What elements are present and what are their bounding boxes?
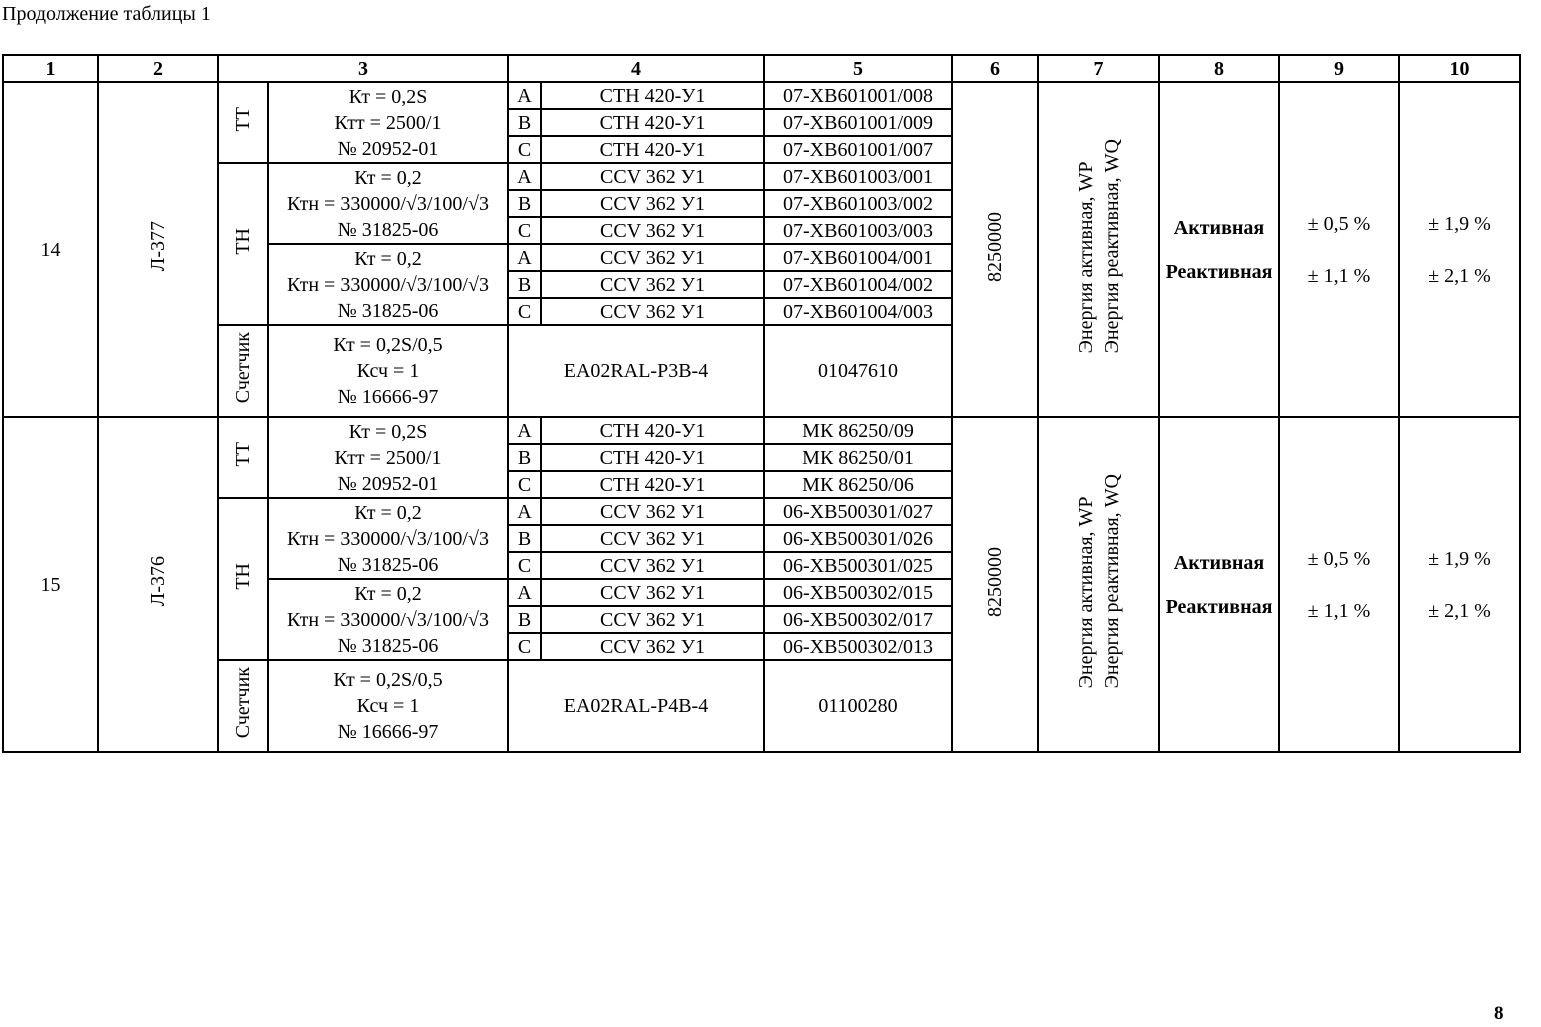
tt-label <box>218 82 268 163</box>
tn-label <box>218 498 268 660</box>
header-row <box>3 55 1520 82</box>
meter-label-text: Счетчик <box>232 667 254 739</box>
row-number: 14 <box>3 82 98 417</box>
tn2-phase: C <box>508 633 541 660</box>
tn2-registry-number: № 31825-06 <box>337 634 439 657</box>
tn1-phase: A <box>508 498 541 525</box>
tt-type: СТН 420-У1 <box>541 444 764 471</box>
meter-registry-number: № 16666-97 <box>337 721 439 743</box>
meter-registry-number: № 16666-97 <box>337 386 439 408</box>
tn1-registry-number: № 31825-06 <box>337 553 439 576</box>
tn2-serial: 07-XB601004/002 <box>764 271 952 298</box>
tn2-ratio: Ктн = 330000/√3/100/√3 <box>287 608 489 631</box>
tt-ratio: Ктт = 2500/1 <box>334 111 442 134</box>
table-row <box>3 417 1520 444</box>
header-cell-2: 2 <box>98 55 218 82</box>
tn2-ratio: Ктн = 330000/√3/100/√3 <box>287 273 489 296</box>
tt-type: СТН 420-У1 <box>541 471 764 498</box>
tn1-registry-number: № 31825-06 <box>337 218 439 241</box>
category-reactive: Реактивная <box>1165 260 1273 283</box>
tt-phase: A <box>508 82 541 109</box>
tn1-ratio: Ктн = 330000/√3/100/√3 <box>287 192 489 215</box>
tn1-serial: 07-XB601003/003 <box>764 217 952 244</box>
tn2-serial: 06-XB500302/015 <box>764 579 952 606</box>
header-cell-8: 8 <box>1159 55 1279 82</box>
tt-label-text: ТТ <box>232 442 254 467</box>
meter-serial: 01047610 <box>764 325 952 417</box>
energy-category <box>1159 417 1279 752</box>
meter-label-text: Счетчик <box>232 332 254 404</box>
transformation-coefficient <box>952 82 1038 417</box>
tn2-serial: 07-XB601004/001 <box>764 244 952 271</box>
energy-reactive-label: Энергия реактивная, WQ <box>1100 139 1123 354</box>
tt-label <box>218 417 268 498</box>
tn2-type: CCV 362 У1 <box>541 633 764 660</box>
energy-active-label: Энергия активная, WP <box>1074 161 1097 354</box>
tn1-type: CCV 362 У1 <box>541 217 764 244</box>
meter-type: EA02RAL-P4B-4 <box>508 660 764 752</box>
tn2-serial: 06-XB500302/017 <box>764 606 952 633</box>
tt-serial: МК 86250/01 <box>764 444 952 471</box>
tn1-phase: B <box>508 190 541 217</box>
tt-type: СТН 420-У1 <box>541 136 764 163</box>
category-reactive: Реактивная <box>1165 595 1273 618</box>
tn1-params <box>268 163 508 244</box>
accuracy-column-9 <box>1279 82 1399 417</box>
tn1-ratio: Ктн = 330000/√3/100/√3 <box>287 527 489 550</box>
meter-constant: Ксч = 1 <box>356 695 420 717</box>
header-cell-7: 7 <box>1038 55 1159 82</box>
tn1-accuracy-class: Кт = 0,2 <box>354 166 422 189</box>
tn1-serial: 06-XB500301/026 <box>764 525 952 552</box>
energy-active-label: Энергия активная, WP <box>1074 496 1097 689</box>
coefficient-value: 8250000 <box>984 546 1006 617</box>
table-caption: Продолжение таблицы 1 <box>2 3 211 25</box>
tt-phase: C <box>508 136 541 163</box>
category-active: Активная <box>1173 216 1265 239</box>
meter-accuracy-class: Кт = 0,2S/0,5 <box>333 334 443 356</box>
accuracy-9-reactive: ± 1,1 % <box>1307 599 1371 622</box>
tn1-serial: 06-XB500301/025 <box>764 552 952 579</box>
tn2-registry-number: № 31825-06 <box>337 299 439 322</box>
header-cell-1: 1 <box>3 55 98 82</box>
line-name-label: Л-376 <box>147 556 169 607</box>
meter-label <box>218 660 268 752</box>
tn1-serial: 07-XB601003/002 <box>764 190 952 217</box>
tn1-serial: 06-XB500301/027 <box>764 498 952 525</box>
tn2-type: CCV 362 У1 <box>541 579 764 606</box>
tt-phase: B <box>508 109 541 136</box>
tt-serial: 07-XB601001/009 <box>764 109 952 136</box>
accuracy-column-10 <box>1399 82 1520 417</box>
tt-registry-number: № 20952-01 <box>337 137 439 160</box>
line-name <box>98 82 218 417</box>
tt-type: СТН 420-У1 <box>541 109 764 136</box>
page-number: 8 <box>1494 1003 1504 1024</box>
tt-params <box>268 82 508 163</box>
tn1-type: CCV 362 У1 <box>541 163 764 190</box>
tn2-type: CCV 362 У1 <box>541 606 764 633</box>
tt-type: СТН 420-У1 <box>541 417 764 444</box>
table-row <box>3 82 1520 109</box>
tt-serial: МК 86250/09 <box>764 417 952 444</box>
tn1-phase: C <box>508 217 541 244</box>
accuracy-10-active: ± 1,9 % <box>1428 547 1491 570</box>
transformation-coefficient <box>952 417 1038 752</box>
tt-accuracy-class: Кт = 0,2S <box>348 85 428 108</box>
tn-label-text: ТН <box>232 227 254 255</box>
accuracy-10-reactive: ± 2,1 % <box>1428 264 1491 287</box>
tn2-phase: B <box>508 271 541 298</box>
tt-serial: 07-XB601001/008 <box>764 82 952 109</box>
tt-accuracy-class: Кт = 0,2S <box>348 420 428 443</box>
accuracy-column-10 <box>1399 417 1520 752</box>
tn1-params <box>268 498 508 579</box>
tn2-serial: 07-XB601004/003 <box>764 298 952 325</box>
header-cell-10: 10 <box>1399 55 1520 82</box>
header-cell-6: 6 <box>952 55 1038 82</box>
tt-type: СТН 420-У1 <box>541 82 764 109</box>
accuracy-10-active: ± 1,9 % <box>1428 212 1491 235</box>
tn2-accuracy-class: Кт = 0,2 <box>354 582 422 605</box>
tt-serial: МК 86250/06 <box>764 471 952 498</box>
tn1-phase: C <box>508 552 541 579</box>
tn1-type: CCV 362 У1 <box>541 190 764 217</box>
tn-label <box>218 163 268 325</box>
tn2-type: CCV 362 У1 <box>541 298 764 325</box>
tn1-phase: B <box>508 525 541 552</box>
accuracy-9-active: ± 0,5 % <box>1307 547 1371 570</box>
tn2-phase: A <box>508 244 541 271</box>
header-cell-5: 5 <box>764 55 952 82</box>
energy-reactive-label: Энергия реактивная, WQ <box>1100 474 1123 689</box>
tn1-type: CCV 362 У1 <box>541 552 764 579</box>
tt-phase: C <box>508 471 541 498</box>
line-name-label: Л-377 <box>147 221 169 272</box>
tt-ratio: Ктт = 2500/1 <box>334 446 442 469</box>
line-name <box>98 417 218 752</box>
header-cell-4: 4 <box>508 55 764 82</box>
meter-constant: Ксч = 1 <box>356 360 420 382</box>
energy-category <box>1159 82 1279 417</box>
meter-params <box>268 325 508 417</box>
tt-params <box>268 417 508 498</box>
tn2-phase: B <box>508 606 541 633</box>
tt-phase: B <box>508 444 541 471</box>
energy-type <box>1038 417 1159 752</box>
tt-serial: 07-XB601001/007 <box>764 136 952 163</box>
measurement-table <box>2 54 1521 753</box>
tn1-serial: 07-XB601003/001 <box>764 163 952 190</box>
meter-params <box>268 660 508 752</box>
accuracy-column-9 <box>1279 417 1399 752</box>
tn-label-text: ТН <box>232 562 254 590</box>
tn2-accuracy-class: Кт = 0,2 <box>354 247 422 270</box>
energy-type <box>1038 82 1159 417</box>
tn2-serial: 06-XB500302/013 <box>764 633 952 660</box>
coefficient-value: 8250000 <box>984 211 1006 282</box>
tn2-phase: A <box>508 579 541 606</box>
accuracy-10-reactive: ± 2,1 % <box>1428 599 1491 622</box>
accuracy-9-active: ± 0,5 % <box>1307 212 1371 235</box>
meter-accuracy-class: Кт = 0,2S/0,5 <box>333 669 443 691</box>
tn1-accuracy-class: Кт = 0,2 <box>354 501 422 524</box>
tt-registry-number: № 20952-01 <box>337 472 439 495</box>
energy-type-labels <box>1073 139 1125 353</box>
category-active: Активная <box>1173 551 1265 574</box>
meter-serial: 01100280 <box>764 660 952 752</box>
tn1-phase: A <box>508 163 541 190</box>
tn2-type: CCV 362 У1 <box>541 244 764 271</box>
tn1-type: CCV 362 У1 <box>541 525 764 552</box>
accuracy-9-reactive: ± 1,1 % <box>1307 264 1371 287</box>
tn2-type: CCV 362 У1 <box>541 271 764 298</box>
tn2-params <box>268 579 508 660</box>
tt-label-text: ТТ <box>232 107 254 132</box>
tt-phase: A <box>508 417 541 444</box>
tn1-type: CCV 362 У1 <box>541 498 764 525</box>
row-number: 15 <box>3 417 98 752</box>
meter-label <box>218 325 268 417</box>
energy-type-labels <box>1073 474 1125 688</box>
header-cell-9: 9 <box>1279 55 1399 82</box>
meter-type: EA02RAL-P3B-4 <box>508 325 764 417</box>
tn2-params <box>268 244 508 325</box>
tn2-phase: C <box>508 298 541 325</box>
header-cell-3: 3 <box>218 55 508 82</box>
